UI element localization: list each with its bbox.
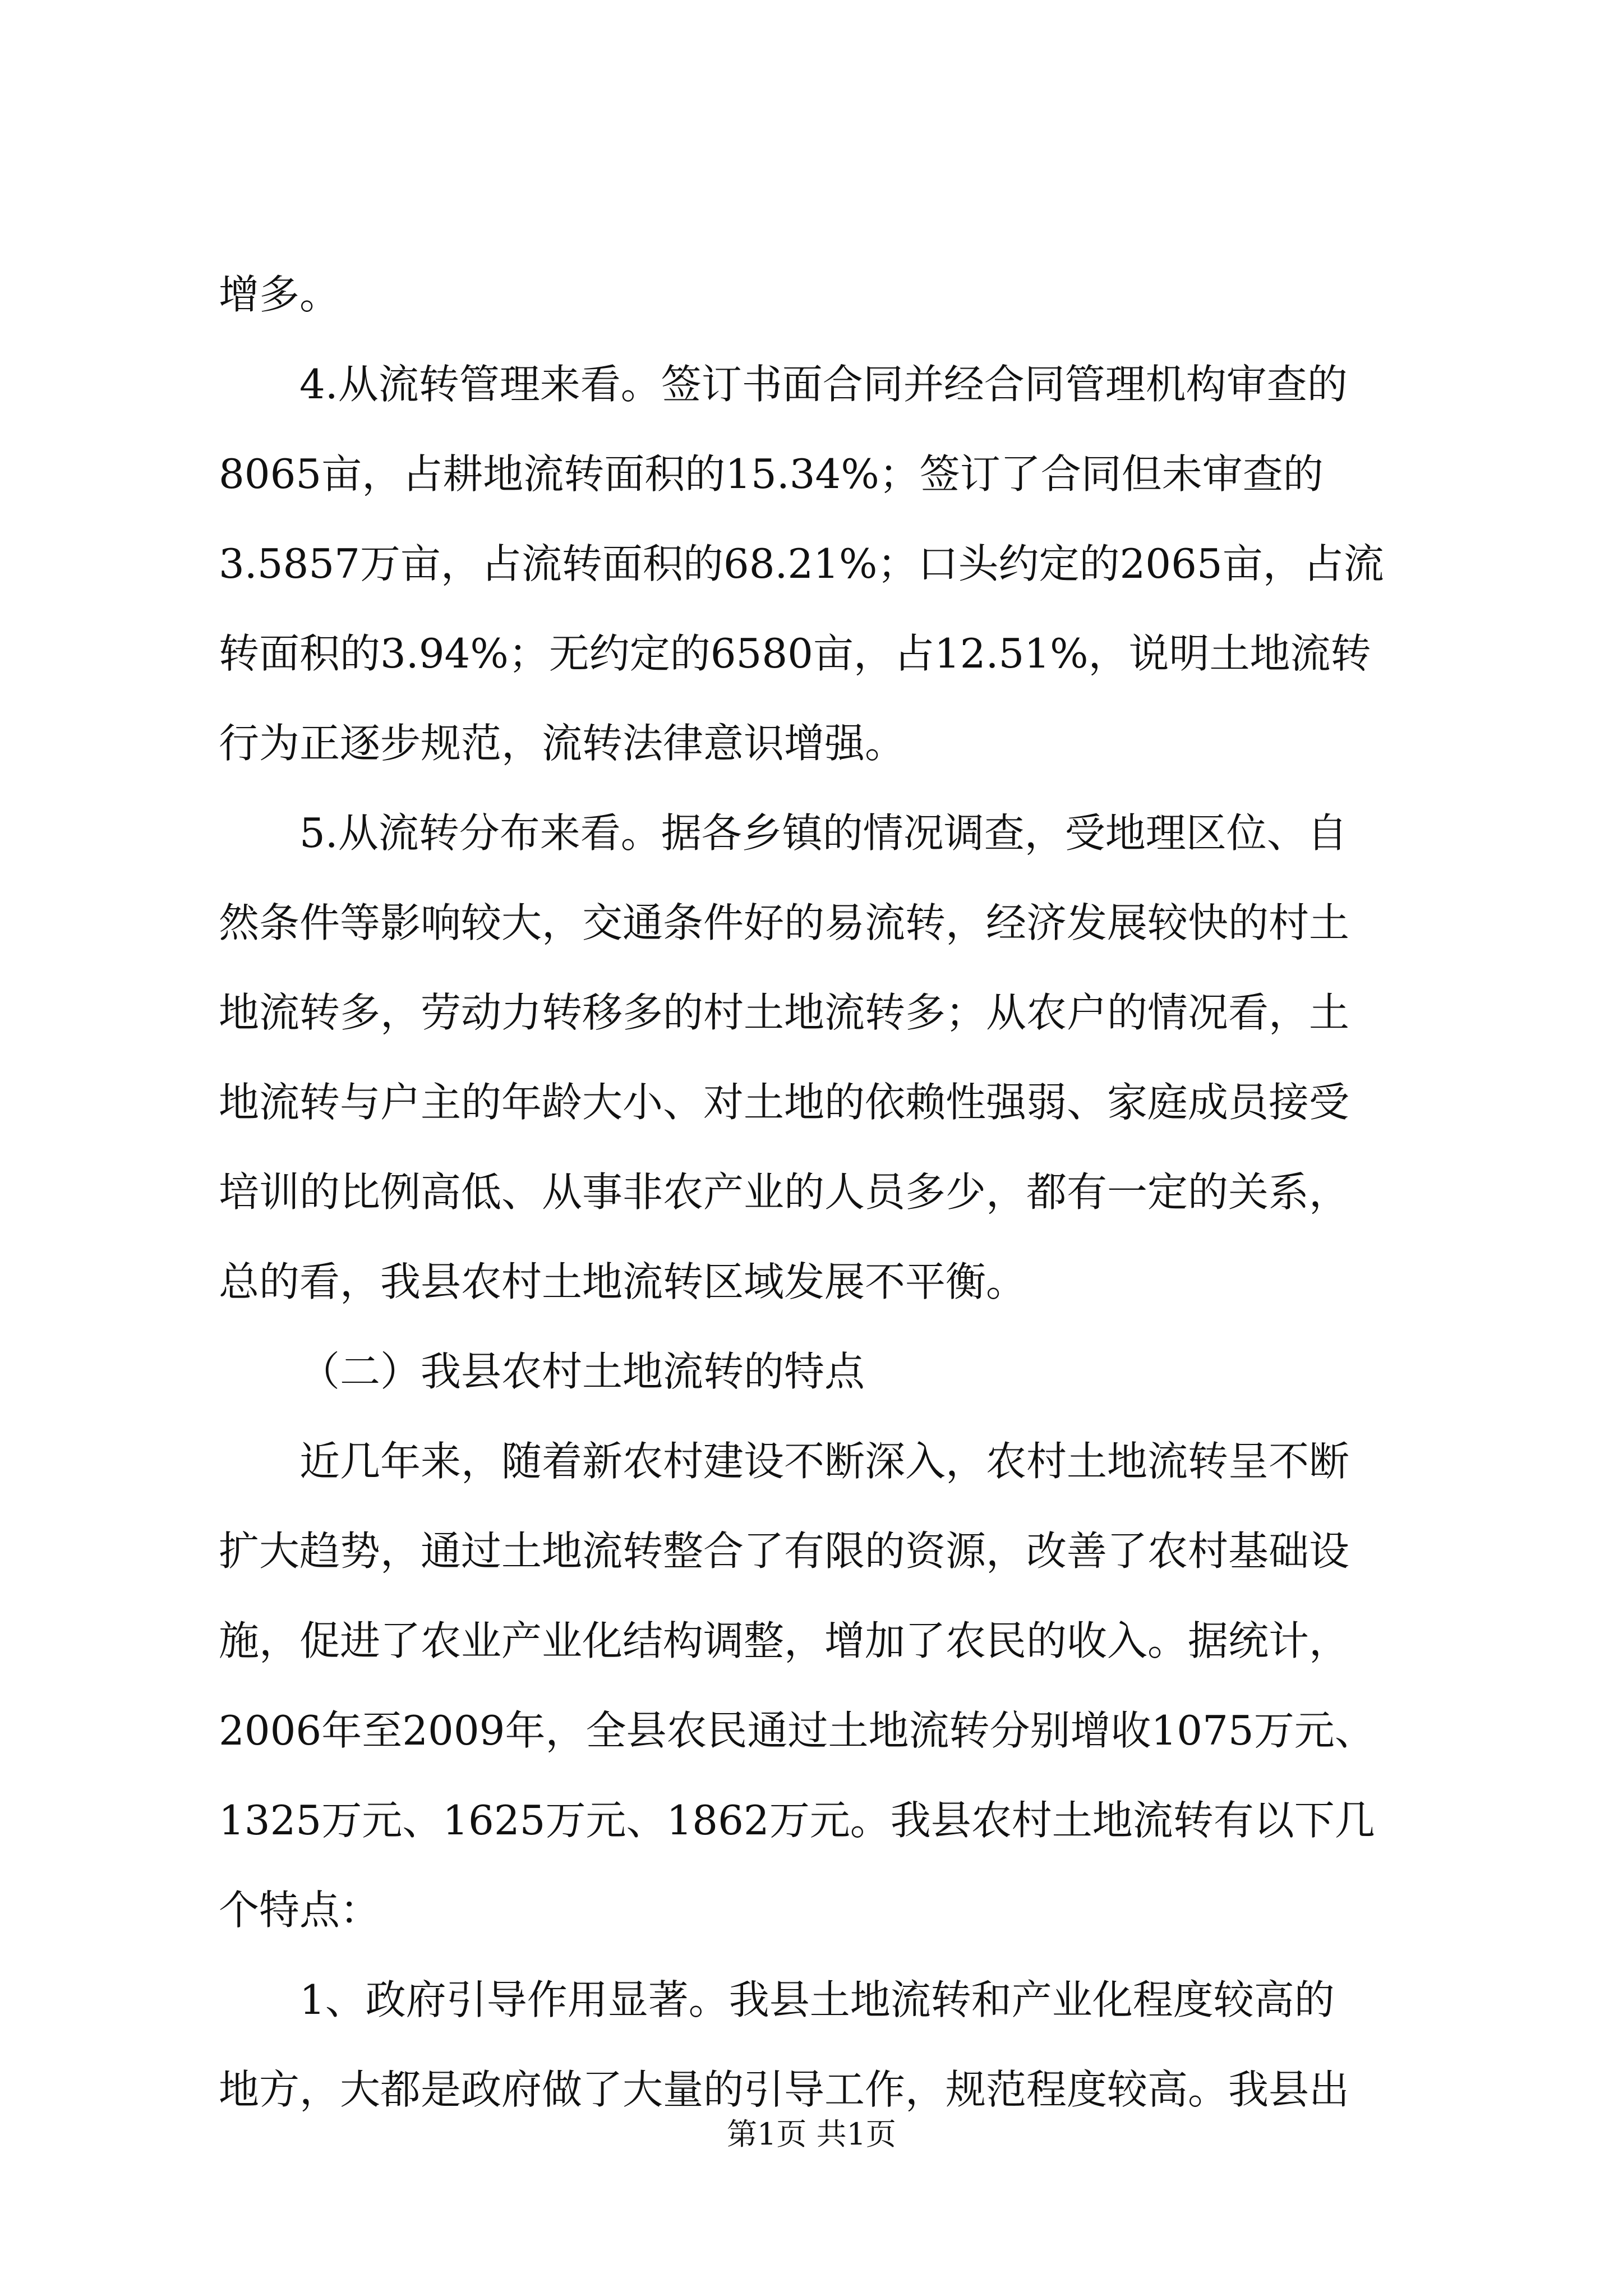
text-line: 行为正逐步规范，流转法律意识增强。: [219, 720, 906, 767]
text-line: 1325万元、1625万元、1862万元。我县农村土地流转有以下几: [219, 1797, 1375, 1844]
text-line: 个特点：: [219, 1887, 381, 1934]
text-line: 近几年来，随着新农村建设不断深入，农村土地流转呈不断: [299, 1438, 1350, 1485]
text-line: 5.从流转分布来看。据各乡镇的情况调查，受地理区位、自: [299, 809, 1348, 857]
text-line: 培训的比例高低、从事非农产业的人员多少，都有一定的关系，: [219, 1168, 1350, 1216]
text-line: 扩大趋势，通过土地流转整合了有限的资源，改善了农村基础设: [219, 1527, 1350, 1575]
text-line: 地流转与户主的年龄大小、对土地的依赖性强弱、家庭成员接受: [219, 1079, 1350, 1126]
text-line: 增多。: [219, 271, 340, 318]
text-line: 然条件等影响较大，交通条件好的易流转，经济发展较快的村土: [219, 899, 1350, 946]
text-line: 1、政府引导作用显著。我县土地流转和产业化程度较高的: [299, 1976, 1335, 2023]
section-heading: （二）我县农村土地流转的特点: [299, 1348, 865, 1395]
text-line: 4.从流转管理来看。签订书面合同并经合同管理机构审查的: [299, 361, 1348, 408]
text-line: 转面积的3.94%；无约定的6580亩，占12.51%，说明土地流转: [219, 630, 1371, 677]
text-line: 地方，大都是政府做了大量的引导工作，规范程度较高。我县出: [219, 2066, 1350, 2113]
text-line: 2006年至2009年，全县农民通过土地流转分别增收1075万元、: [219, 1707, 1375, 1754]
page-footer: 第1页 共1页: [727, 2116, 896, 2152]
text-line: 3.5857万亩，占流转面积的68.21%；口头约定的2065亩，占流: [219, 540, 1384, 587]
text-line: 总的看，我县农村土地流转区域发展不平衡。: [219, 1258, 1027, 1305]
text-line: 地流转多，劳动力转移多的村土地流转多；从农户的情况看，土: [219, 989, 1350, 1036]
text-line: 施，促进了农业产业化结构调整，增加了农民的收入。据统计，: [219, 1617, 1350, 1664]
text-line: 8065亩，占耕地流转面积的15.34%；签订了合同但未审查的: [219, 450, 1324, 498]
